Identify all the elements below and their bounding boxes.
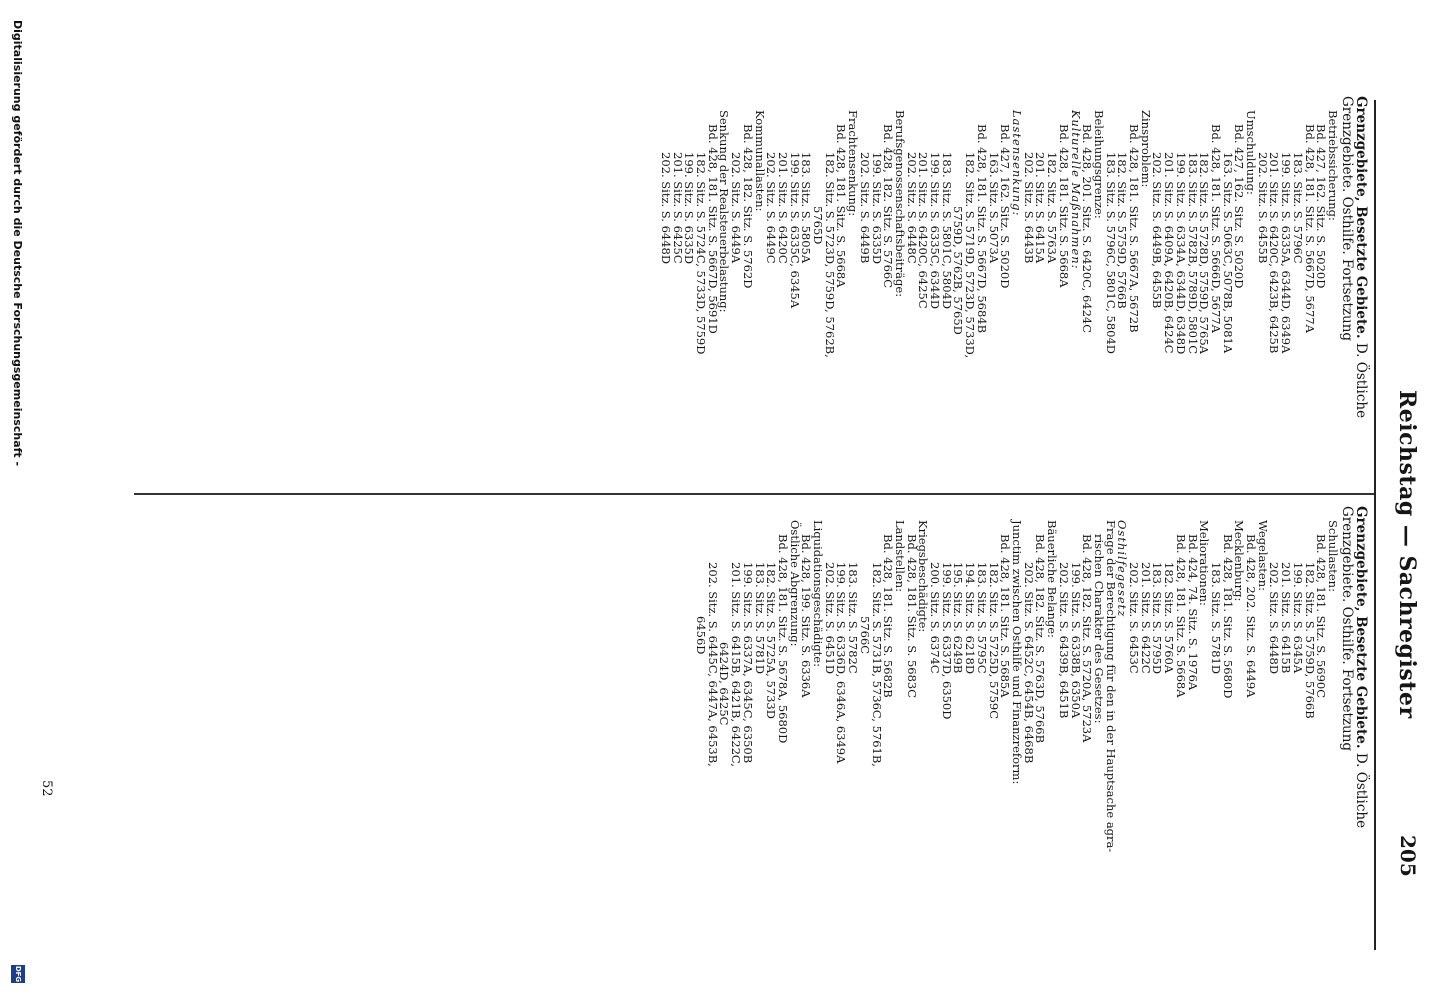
index-entry: Bd. 428, 182. Sitz. S. 5762D [740,124,755,289]
index-entry: Bd. 428, 181. Sitz. S. 5667D, 5677A [1302,124,1317,333]
index-entry: 195. Sitz. S. 6249B [951,562,966,674]
index-entry: Bd. 428, 181. Sitz. S. 5667D, 5684B [974,124,989,334]
index-entry: 202. Sitz. S. 6449C [764,152,779,264]
index-entry: 199. Sitz. S. 6337A, 6345C, 6350B [740,562,755,764]
index-entry: 199. Sitz. S. 6335D [682,152,697,265]
index-entry: 199. Sitz. S. 6345A [1290,562,1305,674]
index-entry: 199. Sitz. S. 6335A, 6344D, 6349A [1279,152,1294,354]
index-entry: Bd. 427, 162. Sitz. S. 5020D [1314,124,1329,289]
index-entry: 183. Sitz. S. 5801C, 5804D [939,152,954,310]
index-entry: 183. Sitz. S. 5805A [799,152,814,264]
index-entry: 199. Sitz. S. 6334A, 6344D, 6348D [1173,152,1188,355]
index-entry: Wegelasten: [1255,520,1270,591]
index-entry: 182. Sitz. S. 5725A, 5733D [764,562,779,719]
index-entry: Osthilfegesetz [1115,520,1130,618]
index-entry: 202. Sitz. S. 6443B [1021,152,1036,264]
index-entry: Bd. 428, 181. Sitz. S. 5668A [1056,124,1071,288]
index-entry: 183. Sitz. S. 5795C [974,562,989,674]
index-entry: Kriegsbeschädigte: [916,520,931,633]
index-entry: 202. Sitz. S. 6448D [658,152,673,265]
index-entry: Beleihungsgrenze: [1091,110,1106,219]
index-entry: 183. Sitz. S. 5782B, 5789D, 5801C [1185,152,1200,355]
index-entry: Bd. 428, 202. Sitz. S. 6449A [1244,534,1259,698]
index-entry: 199. Sitz. S. 6335C, 6344D [928,152,943,310]
index-entry: Schullasten: [1326,520,1340,592]
index-entry: 200. Sitz. S. 6374C [928,562,943,674]
index-entry: 183. Sitz. S. 5781D [752,562,767,675]
index-entry: 183. Sitz. S. 5795D [1150,562,1165,675]
index-entry: Bd. 428, 181. Sitz. S. 5690C [1314,534,1329,699]
index-entry: Bd. 428, 181. Sitz. S. 5668A [834,124,849,288]
index-entry: 202. Sitz. S. 6449A [729,152,744,264]
index-entry: Lastensenkung: [1010,110,1025,217]
index-entry: Bd. 428, 182. Sitz. S. 5720A, 5723A [1080,534,1095,743]
index-entry: Bd. 427, 162. Sitz. S. 5020D [998,124,1013,289]
index-entry: 182. Sitz. S. 5725D, 5759C [986,562,1001,720]
index-entry: Bd. 428, 181. Sitz. S. 5680D [1220,534,1235,699]
left-column-heading: Grenzgebiete, Besetzte Gebiete. D. Östliche Grenzgebiete. Osthilfe. Fortsetzung [1339,96,1369,419]
index-entry: 202. Sitz. S. 6453C [1127,562,1142,674]
index-entry: 201. Sitz. S. 6415B, 6421B, 6422C, [729,562,744,767]
index-entry: 202. Sitz. S. 6449B [857,152,872,264]
index-entry: 202. Sitz. S. 6445C, 6447A, 6453B, [705,562,720,767]
index-entry: 183. Sitz. S. 5796C, 5801C, 5804D [1103,152,1118,355]
index-entry: Bd. 428, 181. Sitz. S. 5667A, 5672B [1127,124,1142,333]
index-entry: 194. Sitz. S. 6218D [963,562,978,675]
digitization-text: Digitalisierung gefördert durch die Deutsche Forschungsgemeinschaft - [11,20,24,467]
index-entry: Mecklenburg: [1232,520,1247,602]
index-entry: Bd. 428, 201. Sitz. S. 6420C, 6424C [1080,124,1095,334]
index-entry: 199. Sitz. S. 6335C, 6345A [787,152,802,309]
index-entry: Bäuerliche Belange: [1045,520,1060,638]
dfg-logo-icon: DFG [11,965,25,983]
index-entry: Umschuldung: [1244,110,1259,195]
index-entry: 202. Sitz. S. 6448C [904,152,919,264]
index-entry: 163. Sitz. S. 5073A [986,152,1001,264]
index-entry: 183. Sitz. S. 5781D [1208,562,1223,675]
index-entry: Frachtensenkung: [846,110,861,217]
index-entry: 182. Sitz. S. 5759D, 5766B [1302,562,1317,719]
column-divider [134,493,1374,495]
left-column [659,96,1368,491]
index-entry: Berufsgenossenschaftsbeiträge: [892,110,907,298]
index-entry: 201. Sitz. S. 6420C, 6425C [916,152,931,309]
index-entry: Bd. 428, 181. Sitz. S. 5682B [881,534,896,698]
index-entry: Zinsproblem: [1138,110,1153,188]
index-entry: 182. Sitz. S. 5763A [1045,152,1060,264]
folio-number: 52 [39,780,54,797]
index-entry: 201. Sitz. S. 6420C [775,152,790,264]
index-entry: 183. Sitz. S. 5796C [1290,152,1305,264]
index-entry: 182. Sitz. S. 5728D, 5759D, 5765A [1197,152,1212,354]
index-entry: Bd. 428, 181. Sitz. S. 5678A, 5680D [775,534,790,744]
index-entry: 199. Sitz. S. 6337D, 6350D [939,562,954,720]
digitization-note [6,0,26,1000]
index-entry: 201. Sitz. S. 6409A, 6420B, 6424C [1162,152,1177,354]
left-index-entries [659,96,1338,491]
index-entry: 183. Sitz. S. 5782C [846,562,861,674]
index-entry: 202. Sitz. S. 6455B [1255,152,1270,264]
index-entry: Senkung der Realsteuerbelastung: [717,110,732,313]
index-entry: 199. Sitz. S. 6336D, 6346A, 6349A [834,562,849,764]
header-rule [1374,100,1376,950]
index-entry: Meliorationen: [1197,520,1212,606]
index-entry: Bd. 428, 182. Sitz. S. 5763D, 5766B [1033,534,1048,744]
page-header [1382,0,1428,1000]
index-entry: 201. Sitz. S. 6415B [1279,562,1294,674]
index-entry: rischen Charakter des Gesetzes: [1091,534,1106,724]
index-entry: 202. Sitz. S. 6439B, 6451B [1056,562,1071,719]
index-entry: Bd. 428, 181. Sitz. S. 5666D, 5677A [1208,124,1223,333]
index-entry: 6424D, 6425C [717,642,732,726]
index-entry: 163. Sitz. S. 5063C, 5078B, 5081A [1220,152,1235,354]
index-entry: Bd. 427, 162. Sitz. S. 5020D [1232,124,1247,289]
page-number: 205 [1396,835,1420,877]
index-entry: Landstellen: [892,520,907,593]
index-entry: 5766C [857,616,872,655]
index-entry: Bd. 428, 199. Sitz. S. 6336A [799,534,814,698]
index-entry: 202. Sitz. S. 6448D [1267,562,1282,675]
index-entry: 6456D [694,616,709,655]
right-column [694,506,1368,866]
index-entry: 182. Sitz. S. 5760A [1162,562,1177,674]
index-entry: Betriebssicherung: [1326,110,1340,221]
index-entry: Bd. 428, 181. Sitz. S. 5685A [998,534,1013,698]
index-entry: 199. Sitz. S. 6335D [869,152,884,265]
index-entry: 182. Sitz. S. 5731B, 5736C, 5761B, [869,562,884,767]
index-entry: Kulturelle Maßnahmen: [1068,110,1083,270]
index-entry: 201. Sitz. S. 6420C, 6423B, 6425B [1267,152,1282,354]
index-entry: 182. Sitz. S. 5724C, 5733D, 5759D [694,152,709,355]
index-entry: 182. Sitz. S. 5723D, 5759D, 5762B, [822,152,837,358]
index-entry: 182. Sitz. S. 5759D, 5766B [1115,152,1130,309]
index-entry: Bd. 428, 181. Sitz. S. 5683C [904,534,919,699]
right-column-heading: Grenzgebiete, Besetzte Gebiete. D. Östliche Grenzgebiete. Osthilfe. Fortsetzung [1339,506,1369,829]
index-entry: 202. Sitz. S. 6451D [822,562,837,675]
index-entry: 202. Sitz. S. 6449B, 6455B [1150,152,1165,309]
index-entry: Junctim zwischen Osthilfe und Finanzreform: [1010,520,1025,785]
index-entry: 202. Sitz. S. 6452C, 6454B, 6468B [1021,562,1036,764]
index-entry: 5765D [811,206,826,245]
index-entry: 201. Sitz. S. 6425C [670,152,685,264]
index-entry: Kommunallasten: [752,110,767,212]
index-entry: Bd. 428, 181. Sitz. S. 5668A [1173,534,1188,698]
index-entry: 5759D, 5762B, 5765D [951,206,966,335]
index-entry: 182. Sitz. S. 5719D, 5723D, 5733D, [963,152,978,359]
page-title: Reichstag — Sachregister [1394,390,1420,719]
index-entry: Östliche Abgrenzung: [787,520,802,647]
index-entry: Liquidationsgeschädigte: [811,520,826,667]
right-index-entries [694,506,1338,866]
index-entry: 201. Sitz. S. 6415A [1033,152,1048,264]
index-entry: Bd. 428, 182. Sitz. S. 5766C [881,124,896,289]
index-entry: Bd. 424, 74. Sitz. S. 1976A [1185,534,1200,691]
index-entry: 199. Sitz. S. 6338B, 6350A [1068,562,1083,719]
index-entry: 201. Sitz. S. 6422C [1138,562,1153,674]
index-entry: Frage der Berechtigung für den in der Hauptsache agra- [1103,520,1118,853]
index-entry: Bd. 428, 181. Sitz. S. 5667D, 5691D [705,124,720,334]
